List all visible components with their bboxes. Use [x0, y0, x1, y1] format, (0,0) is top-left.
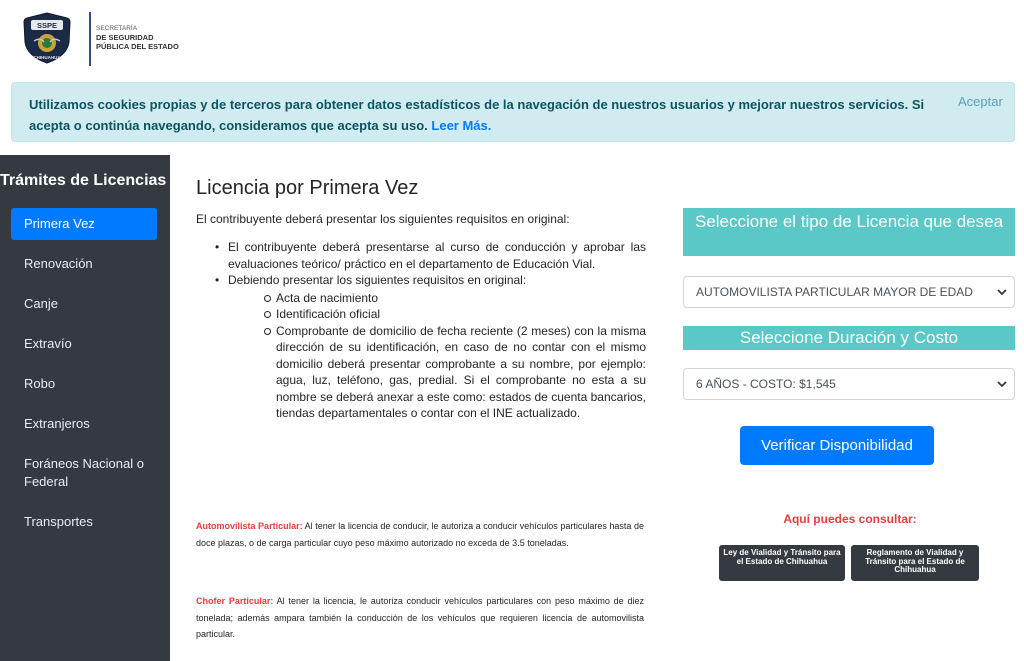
note-text: Al tener la licencia de conducir, le autoriza a conducir vehículos particulares hasta de doce plazas, o de carga particular cuyo peso máximo autorizado no exceda de 3.5 toneladas. — [196, 521, 644, 548]
svg-text:SSPE: SSPE — [36, 21, 58, 30]
cookie-text — [29, 94, 959, 136]
intro-text: El contribuyente deberá presentar los siguientes requisitos en original: — [196, 212, 570, 226]
sidebar-item-transportes[interactable]: Transportes — [24, 514, 93, 529]
note-label: Automovilista Particular: — [196, 521, 303, 531]
cookie-accept-button[interactable]: Aceptar — [958, 94, 1003, 109]
sidebar-item-extranjeros[interactable]: Extranjeros — [24, 416, 90, 431]
note-chofer — [196, 593, 644, 643]
sidebar-item-robo[interactable]: Robo — [24, 376, 56, 391]
duration-selected: 6 AÑOS - COSTO: $1,545 — [696, 377, 836, 391]
license-type-select[interactable] — [683, 276, 1015, 308]
requirements-list — [212, 239, 646, 422]
sidebar-item-extravio[interactable]: Extravío — [24, 336, 72, 351]
sidebar-title: Trámites de Licencias — [0, 172, 167, 189]
page-title: Licencia por Primera Vez — [196, 177, 419, 199]
logo-line-2: DE SEGURIDAD — [96, 33, 154, 42]
consult-title: Aquí puedes consultar: — [783, 512, 917, 526]
duration-heading: Seleccione Duración y Costo — [683, 326, 1015, 350]
cookie-banner — [11, 82, 1015, 142]
svg-text:CHIHUAHUA: CHIHUAHUA — [33, 55, 61, 60]
regulation-button[interactable]: Reglamento de Vialidad y Tránsito para el Estado de Chihuahua — [851, 545, 979, 581]
sidebar-item-primera-vez[interactable]: Primera Vez — [11, 208, 157, 240]
sidebar — [0, 155, 170, 661]
chevron-down-icon — [996, 378, 1008, 390]
list-item — [212, 272, 646, 422]
verify-availability-button[interactable]: Verificar Disponibilidad — [740, 426, 934, 465]
sspe-badge-logo[interactable] — [22, 12, 72, 64]
license-type-selected: AUTOMOVILISTA PARTICULAR MAYOR DE EDAD — [696, 285, 973, 299]
list-item-text: Debiendo presentar los siguientes requisitos en original: — [228, 273, 527, 287]
sidebar-item-renovacion[interactable]: Renovación — [24, 256, 93, 271]
sub-requirements-list — [228, 290, 646, 422]
license-type-heading: Seleccione el tipo de Licencia que desea — [683, 208, 1015, 256]
cookie-message: Utilizamos cookies propias y de terceros para obtener datos estadísticos de la navegación de nuestros usuarios y mejorar nuestros servicios. Si acepta o continúa navegando, consideramos que acepta su uso. — [29, 97, 925, 133]
law-button[interactable]: Ley de Vialidad y Tránsito para el Estado de Chihuahua — [719, 545, 845, 581]
note-label: Chofer Particular: — [196, 596, 274, 606]
chevron-down-icon — [996, 286, 1008, 298]
note-automovilista — [196, 518, 644, 551]
logo-line-3: PÚBLICA DEL ESTADO — [96, 42, 179, 51]
list-item: Comprobante de domicilio de fecha reciente (2 meses) con la misma dirección de su identificación, en caso de no contar con el mismo domicilio deberá presentar comprobante a su nombre, por ejemplo: agua, luz, teléfono, gas, predial. Si el comprobante no esta a su nombre se deberá anexar a este como: estados de cuenta bancarios, tiendas departamentales o contar con el INE actualizado. — [228, 323, 646, 422]
list-item: Identificación oficial — [228, 306, 646, 323]
list-item: • El contribuyente deberá presentarse al curso de conducción y aprobar las evaluaciones teórico/ práctico en el departamento de Educación Vial. — [212, 239, 646, 272]
sidebar-item-foraneos[interactable]: Foráneos Nacional o Federal — [24, 456, 144, 489]
note-text: Al tener la licencia, le autoriza conducir vehículos particulares con peso máximo de diez tonelada; además ampara también la conducción de los vehículos que requieren licencia de automovilista particular. — [196, 596, 644, 639]
cookie-read-more-link[interactable]: Leer Más. — [431, 118, 492, 133]
sidebar-item-canje[interactable]: Canje — [24, 296, 58, 311]
list-item: Acta de nacimiento — [228, 290, 646, 307]
logo-text — [96, 24, 179, 51]
logo-line-1: SECRETARÍA — [96, 25, 138, 32]
sidebar-nav — [11, 208, 157, 546]
logo-divider — [89, 12, 91, 66]
site-header — [0, 0, 1024, 70]
duration-select[interactable] — [683, 368, 1015, 400]
